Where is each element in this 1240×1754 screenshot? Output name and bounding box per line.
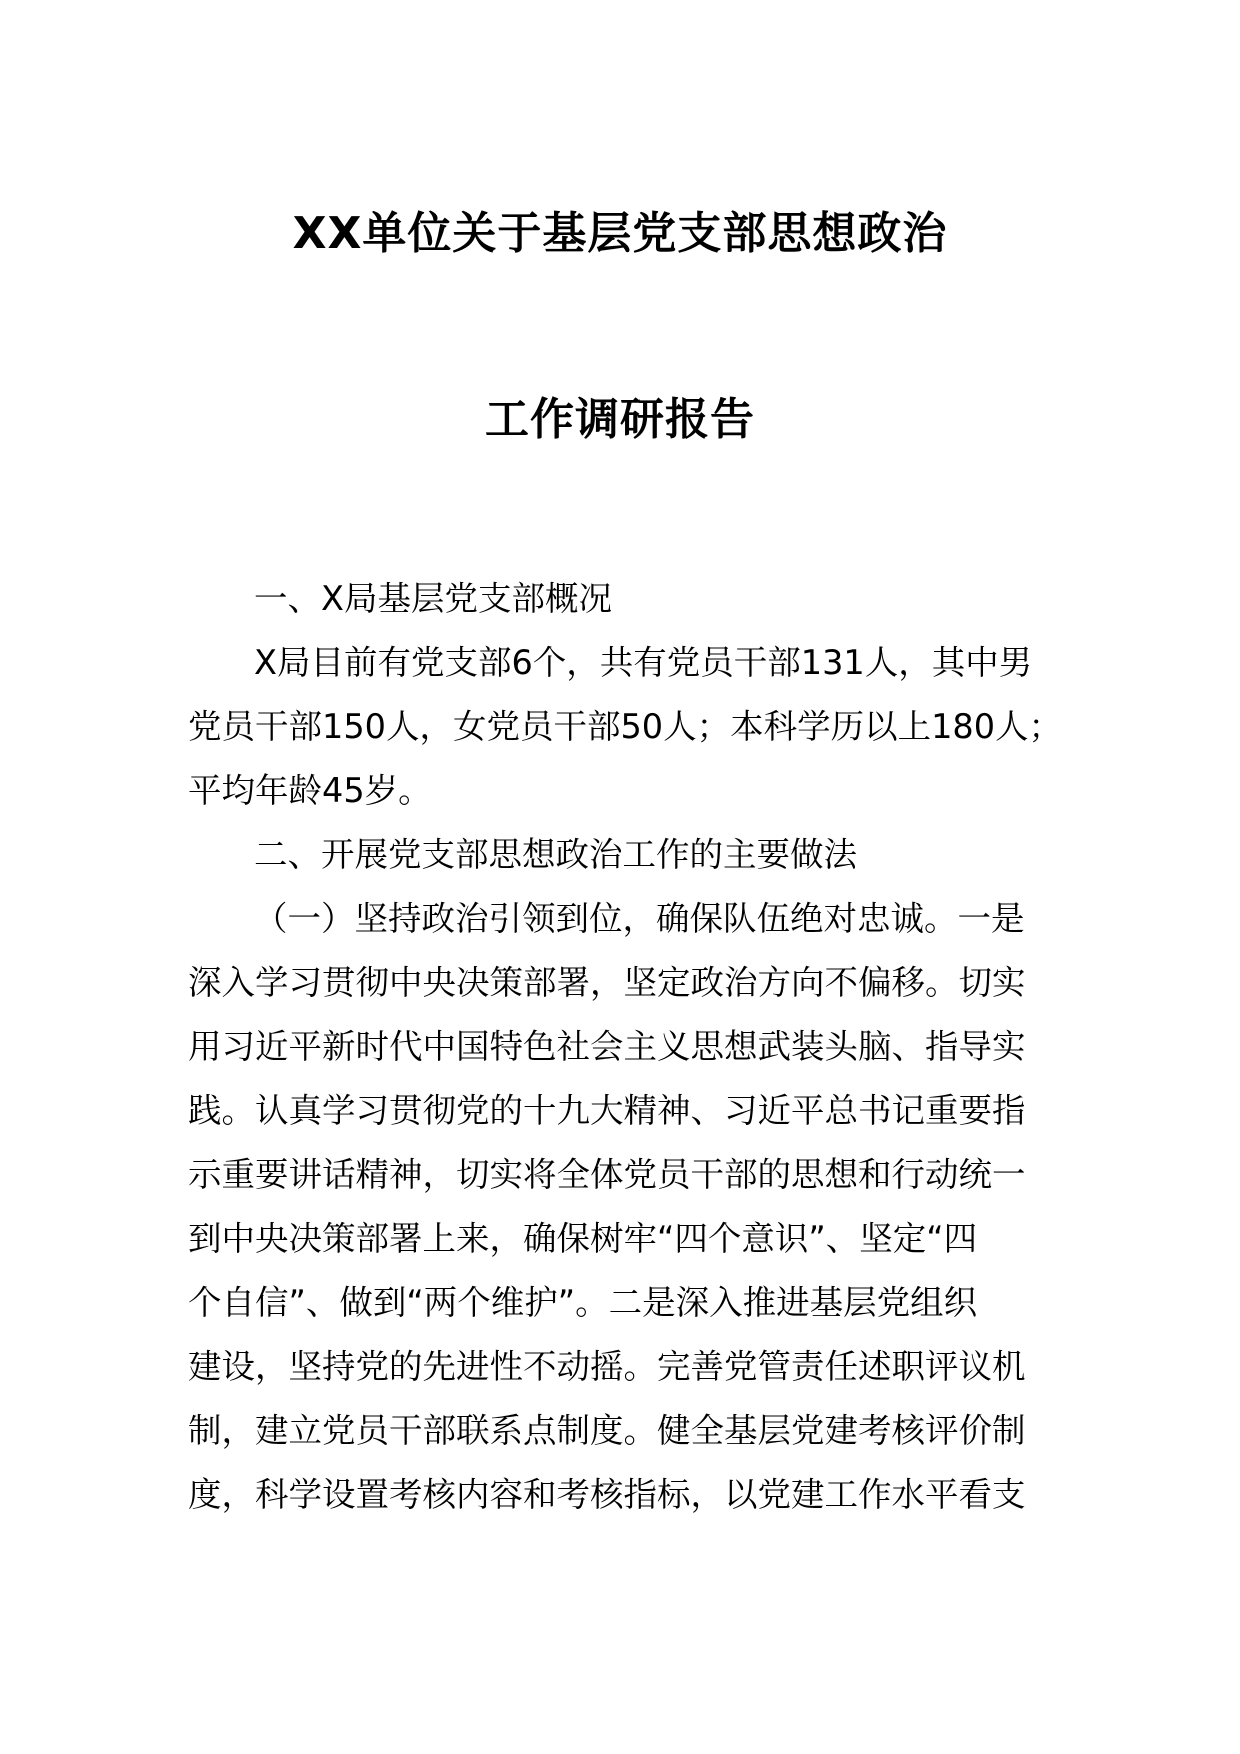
section-heading-1: 一、X局基层党支部概况 [254,579,612,618]
body-line: 建设，坚持党的先进性不动摇。完善党管责任述职评议机 [188,1347,1026,1386]
body-line: 党员干部150人，女党员干部50人；本科学历以上180人； [188,707,1063,746]
document-title-line-1: XX单位关于基层党支部思想政治 [292,208,948,259]
body-line: 示重要讲话精神，切实将全体党员干部的思想和行动统一 [188,1155,1026,1194]
body-line: 用习近平新时代中国特色社会主义思想武装头脑、指导实 [188,1027,1026,1066]
body-line: 践。认真学习贯彻党的十九大精神、习近平总书记重要指 [188,1091,1026,1130]
body-line: 深入学习贯彻中央决策部署，坚定政治方向不偏移。切实 [188,963,1026,1002]
body-line: 平均年龄45岁。 [188,771,432,810]
body-line: 到中央决策部署上来，确保树牢“四个意识”、坚定“四 [188,1219,978,1258]
body-line: （一）坚持政治引领到位，确保队伍绝对忠诚。一是 [254,899,1025,938]
body-line: 制，建立党员干部联系点制度。健全基层党建考核评价制 [188,1411,1026,1450]
body-line: 个自信”、做到“两个维护”。二是深入推进基层党组织 [188,1283,978,1322]
document-title-line-2: 工作调研报告 [485,394,755,445]
section-heading-2: 二、开展党支部思想政治工作的主要做法 [254,835,857,874]
body-line: X局目前有党支部6个，共有党员干部131人，其中男 [254,643,1033,682]
body-line: 度，科学设置考核内容和考核指标，以党建工作水平看支 [188,1475,1026,1514]
